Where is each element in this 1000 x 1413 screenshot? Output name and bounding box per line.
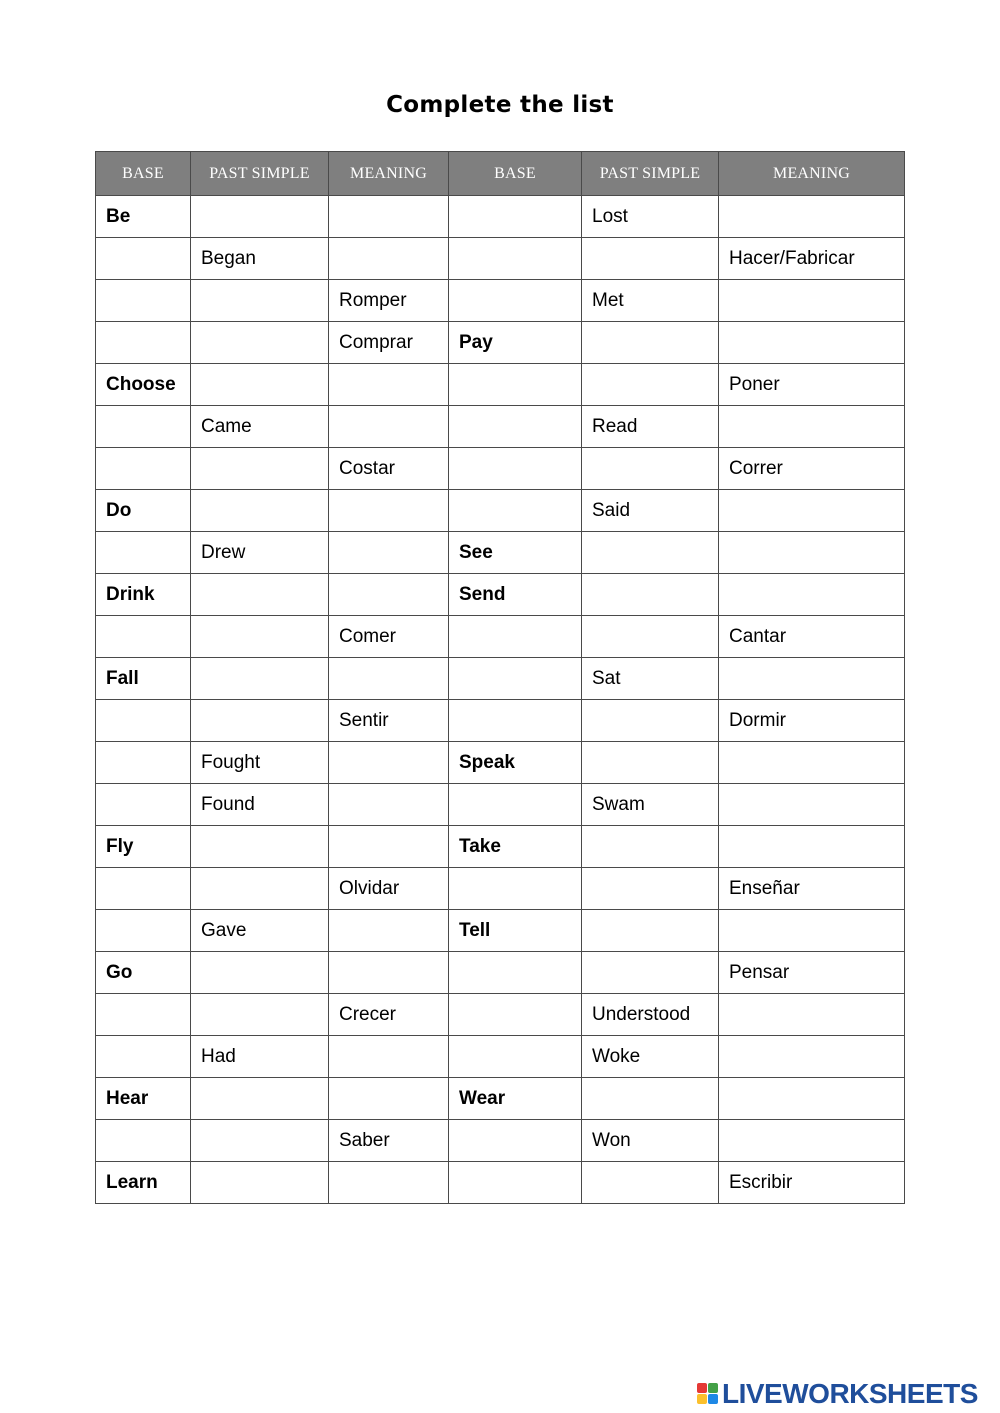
table-row xyxy=(96,532,905,574)
cell-past-simple-1: Began xyxy=(191,238,329,280)
cell-base-2[interactable] xyxy=(449,994,582,1036)
cell-past-simple-1[interactable] xyxy=(191,196,329,238)
cell-past-simple-1: Fought xyxy=(191,742,329,784)
table-row xyxy=(96,1120,905,1162)
cell-meaning-1: Romper xyxy=(329,280,449,322)
cell-meaning-1[interactable] xyxy=(329,742,449,784)
cell-past-simple-2[interactable] xyxy=(582,238,719,280)
cell-meaning-1: Sentir xyxy=(329,700,449,742)
table-row xyxy=(96,952,905,994)
header-past-simple-2: PAST SIMPLE xyxy=(582,152,719,196)
table-row xyxy=(96,490,905,532)
cell-past-simple-2[interactable] xyxy=(582,952,719,994)
cell-past-simple-1[interactable] xyxy=(191,280,329,322)
cell-base-2: Take xyxy=(449,826,582,868)
cell-meaning-1[interactable] xyxy=(329,364,449,406)
header-meaning-2: MEANING xyxy=(719,152,905,196)
cell-meaning-1[interactable] xyxy=(329,952,449,994)
cell-meaning-1: Costar xyxy=(329,448,449,490)
header-meaning-1: MEANING xyxy=(329,152,449,196)
table-row xyxy=(96,910,905,952)
cell-base-1[interactable] xyxy=(96,784,191,826)
table-row xyxy=(96,364,905,406)
cell-base-2[interactable] xyxy=(449,1036,582,1078)
cell-base-1[interactable] xyxy=(96,1036,191,1078)
cell-base-2[interactable] xyxy=(449,868,582,910)
cell-past-simple-2[interactable] xyxy=(582,448,719,490)
cell-past-simple-2[interactable] xyxy=(582,1078,719,1120)
cell-base-1[interactable] xyxy=(96,1120,191,1162)
liveworksheets-logo xyxy=(697,1379,978,1409)
table-row xyxy=(96,826,905,868)
cell-meaning-2[interactable] xyxy=(719,490,905,532)
cell-base-2[interactable] xyxy=(449,1120,582,1162)
cell-base-1: Go xyxy=(96,952,191,994)
cell-base-2[interactable] xyxy=(449,490,582,532)
cell-base-1[interactable] xyxy=(96,406,191,448)
cell-past-simple-1: Drew xyxy=(191,532,329,574)
cell-past-simple-1[interactable] xyxy=(191,1162,329,1204)
cell-base-1: Learn xyxy=(96,1162,191,1204)
cell-past-simple-2[interactable] xyxy=(582,322,719,364)
cell-past-simple-1[interactable] xyxy=(191,994,329,1036)
verb-table xyxy=(95,151,905,1204)
cell-past-simple-1[interactable] xyxy=(191,1120,329,1162)
cell-past-simple-1[interactable] xyxy=(191,1078,329,1120)
logo-square xyxy=(708,1394,718,1404)
cell-past-simple-1[interactable] xyxy=(191,490,329,532)
cell-past-simple-2: Understood xyxy=(582,994,719,1036)
cell-past-simple-1[interactable] xyxy=(191,826,329,868)
cell-base-1[interactable] xyxy=(96,742,191,784)
table-row xyxy=(96,868,905,910)
cell-base-1[interactable] xyxy=(96,700,191,742)
logo-square xyxy=(697,1394,707,1404)
cell-base-2: Tell xyxy=(449,910,582,952)
cell-base-1[interactable] xyxy=(96,280,191,322)
table-row xyxy=(96,406,905,448)
cell-past-simple-2[interactable] xyxy=(582,826,719,868)
cell-base-2[interactable] xyxy=(449,616,582,658)
cell-past-simple-2: Read xyxy=(582,406,719,448)
cell-base-1[interactable] xyxy=(96,994,191,1036)
cell-past-simple-1[interactable] xyxy=(191,952,329,994)
cell-meaning-2[interactable] xyxy=(719,826,905,868)
cell-meaning-1[interactable] xyxy=(329,1078,449,1120)
header-past-simple-1: PAST SIMPLE xyxy=(191,152,329,196)
page-title: Complete the list xyxy=(386,92,614,118)
cell-meaning-2[interactable] xyxy=(719,322,905,364)
cell-past-simple-2[interactable] xyxy=(582,910,719,952)
cell-base-2[interactable] xyxy=(449,952,582,994)
cell-meaning-1[interactable] xyxy=(329,532,449,574)
cell-meaning-2[interactable] xyxy=(719,784,905,826)
cell-meaning-1: Crecer xyxy=(329,994,449,1036)
logo-text: LIVEWORKSHEETS xyxy=(722,1378,978,1409)
cell-base-2[interactable] xyxy=(449,196,582,238)
cell-base-1: Drink xyxy=(96,574,191,616)
table-row xyxy=(96,994,905,1036)
table-row xyxy=(96,280,905,322)
cell-meaning-2[interactable] xyxy=(719,1078,905,1120)
cell-base-1: Be xyxy=(96,196,191,238)
cell-past-simple-1: Gave xyxy=(191,910,329,952)
cell-meaning-1[interactable] xyxy=(329,490,449,532)
table-row xyxy=(96,238,905,280)
cell-base-2: Wear xyxy=(449,1078,582,1120)
cell-past-simple-2[interactable] xyxy=(582,532,719,574)
cell-base-2: Speak xyxy=(449,742,582,784)
table-row xyxy=(96,742,905,784)
cell-past-simple-2: Said xyxy=(582,490,719,532)
cell-past-simple-1[interactable] xyxy=(191,616,329,658)
cell-meaning-2[interactable] xyxy=(719,658,905,700)
cell-past-simple-1[interactable] xyxy=(191,574,329,616)
cell-base-2: Pay xyxy=(449,322,582,364)
cell-base-2[interactable] xyxy=(449,448,582,490)
cell-past-simple-1[interactable] xyxy=(191,658,329,700)
cell-past-simple-2[interactable] xyxy=(582,700,719,742)
cell-base-2[interactable] xyxy=(449,238,582,280)
table-row xyxy=(96,784,905,826)
cell-base-2[interactable] xyxy=(449,364,582,406)
cell-meaning-2[interactable] xyxy=(719,742,905,784)
table-header-row xyxy=(96,152,905,196)
cell-base-2[interactable] xyxy=(449,1162,582,1204)
cell-base-1[interactable] xyxy=(96,868,191,910)
cell-base-2: See xyxy=(449,532,582,574)
logo-square xyxy=(708,1383,718,1393)
cell-past-simple-2: Woke xyxy=(582,1036,719,1078)
header-base-2: BASE xyxy=(449,152,582,196)
cell-meaning-2[interactable] xyxy=(719,574,905,616)
cell-past-simple-1[interactable] xyxy=(191,448,329,490)
cell-meaning-1[interactable] xyxy=(329,658,449,700)
cell-base-2: Send xyxy=(449,574,582,616)
cell-meaning-1[interactable] xyxy=(329,406,449,448)
cell-past-simple-1[interactable] xyxy=(191,322,329,364)
cell-base-1: Choose xyxy=(96,364,191,406)
header-base-1: BASE xyxy=(96,152,191,196)
cell-base-1[interactable] xyxy=(96,910,191,952)
table-row xyxy=(96,658,905,700)
cell-meaning-2: Poner xyxy=(719,364,905,406)
cell-past-simple-2: Won xyxy=(582,1120,719,1162)
cell-base-1[interactable] xyxy=(96,532,191,574)
cell-past-simple-2: Met xyxy=(582,280,719,322)
cell-meaning-1[interactable] xyxy=(329,1162,449,1204)
logo-square xyxy=(697,1383,707,1393)
cell-meaning-1[interactable] xyxy=(329,826,449,868)
cell-past-simple-2: Swam xyxy=(582,784,719,826)
cell-meaning-2: Dormir xyxy=(719,700,905,742)
cell-past-simple-1: Had xyxy=(191,1036,329,1078)
cell-meaning-2: Hacer/Fabricar xyxy=(719,238,905,280)
cell-past-simple-1[interactable] xyxy=(191,700,329,742)
table-row xyxy=(96,574,905,616)
cell-meaning-2[interactable] xyxy=(719,1036,905,1078)
cell-past-simple-1: Came xyxy=(191,406,329,448)
cell-meaning-1: Comer xyxy=(329,616,449,658)
cell-meaning-1[interactable] xyxy=(329,196,449,238)
cell-meaning-2: Correr xyxy=(719,448,905,490)
cell-meaning-2: Cantar xyxy=(719,616,905,658)
cell-past-simple-2[interactable] xyxy=(582,742,719,784)
cell-base-1: Hear xyxy=(96,1078,191,1120)
cell-base-1: Fly xyxy=(96,826,191,868)
cell-base-2[interactable] xyxy=(449,658,582,700)
cell-past-simple-2[interactable] xyxy=(582,868,719,910)
table-row xyxy=(96,700,905,742)
cell-meaning-2[interactable] xyxy=(719,406,905,448)
cell-meaning-2[interactable] xyxy=(719,280,905,322)
cell-past-simple-1[interactable] xyxy=(191,868,329,910)
cell-meaning-1[interactable] xyxy=(329,574,449,616)
cell-base-2[interactable] xyxy=(449,700,582,742)
cell-past-simple-2[interactable] xyxy=(582,616,719,658)
cell-base-2[interactable] xyxy=(449,784,582,826)
table-row xyxy=(96,1078,905,1120)
cell-meaning-1[interactable] xyxy=(329,1036,449,1078)
cell-past-simple-1[interactable] xyxy=(191,364,329,406)
cell-meaning-2: Escribir xyxy=(719,1162,905,1204)
cell-meaning-1[interactable] xyxy=(329,238,449,280)
cell-past-simple-2: Lost xyxy=(582,196,719,238)
cell-base-1[interactable] xyxy=(96,322,191,364)
table-row xyxy=(96,1036,905,1078)
cell-past-simple-2[interactable] xyxy=(582,1162,719,1204)
liveworksheets-logo-icon xyxy=(697,1383,719,1405)
cell-base-1[interactable] xyxy=(96,616,191,658)
table-row xyxy=(96,1162,905,1204)
cell-meaning-2[interactable] xyxy=(719,910,905,952)
cell-base-2[interactable] xyxy=(449,280,582,322)
cell-meaning-2[interactable] xyxy=(719,532,905,574)
cell-past-simple-2[interactable] xyxy=(582,574,719,616)
cell-meaning-2[interactable] xyxy=(719,1120,905,1162)
cell-meaning-1[interactable] xyxy=(329,910,449,952)
table-row xyxy=(96,616,905,658)
cell-meaning-2: Enseñar xyxy=(719,868,905,910)
table-row xyxy=(96,322,905,364)
cell-meaning-2[interactable] xyxy=(719,994,905,1036)
cell-base-2[interactable] xyxy=(449,406,582,448)
cell-past-simple-1: Found xyxy=(191,784,329,826)
table-row xyxy=(96,196,905,238)
cell-past-simple-2: Sat xyxy=(582,658,719,700)
cell-meaning-1[interactable] xyxy=(329,784,449,826)
cell-meaning-1: Saber xyxy=(329,1120,449,1162)
cell-meaning-1: Olvidar xyxy=(329,868,449,910)
cell-base-1[interactable] xyxy=(96,238,191,280)
cell-meaning-2[interactable] xyxy=(719,196,905,238)
cell-base-1[interactable] xyxy=(96,448,191,490)
cell-meaning-2: Pensar xyxy=(719,952,905,994)
cell-past-simple-2[interactable] xyxy=(582,364,719,406)
table-row xyxy=(96,448,905,490)
cell-base-1: Do xyxy=(96,490,191,532)
cell-meaning-1: Comprar xyxy=(329,322,449,364)
cell-base-1: Fall xyxy=(96,658,191,700)
